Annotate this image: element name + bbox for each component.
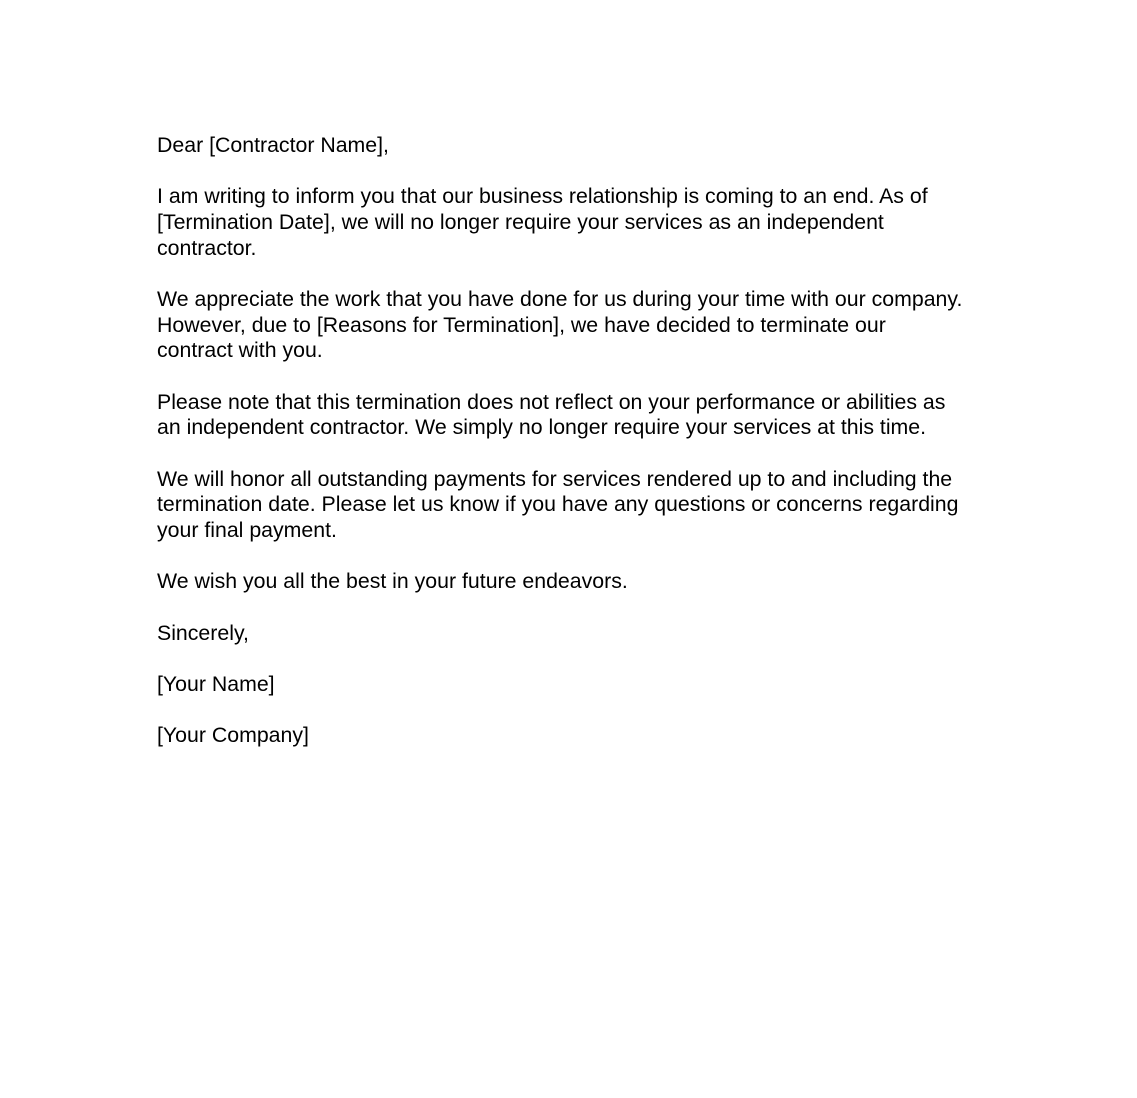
paragraph-termination-notice: I am writing to inform you that our business relationship is coming to an end. As of [Termination Date], we will no longer require your services as an independent contractor. [157,184,928,260]
paragraph-best-wishes: We wish you all the best in your future endeavors. [157,569,628,594]
paragraph-payments: We will honor all outstanding payments for services rendered up to and including the termination date. Please let us know if you have any questions or concerns regarding your final payment. [157,466,959,542]
paragraph-appreciation: We appreciate the work that you have done for us during your time with our company. However, due to [Reasons for Termination], we have decided to terminate our contract with you. [157,286,963,363]
salutation: Dear [Contractor Name], [157,133,389,157]
letter-body [157,133,967,749]
closing: Sincerely, [157,620,249,645]
paragraph-performance-note: Please note that this termination does not reflect on your performance or abilities as an independent contractor. We simply no longer require your services at this time. [157,389,946,440]
signer-company: [Your Company] [157,723,309,748]
signer-name: [Your Name] [157,671,275,696]
